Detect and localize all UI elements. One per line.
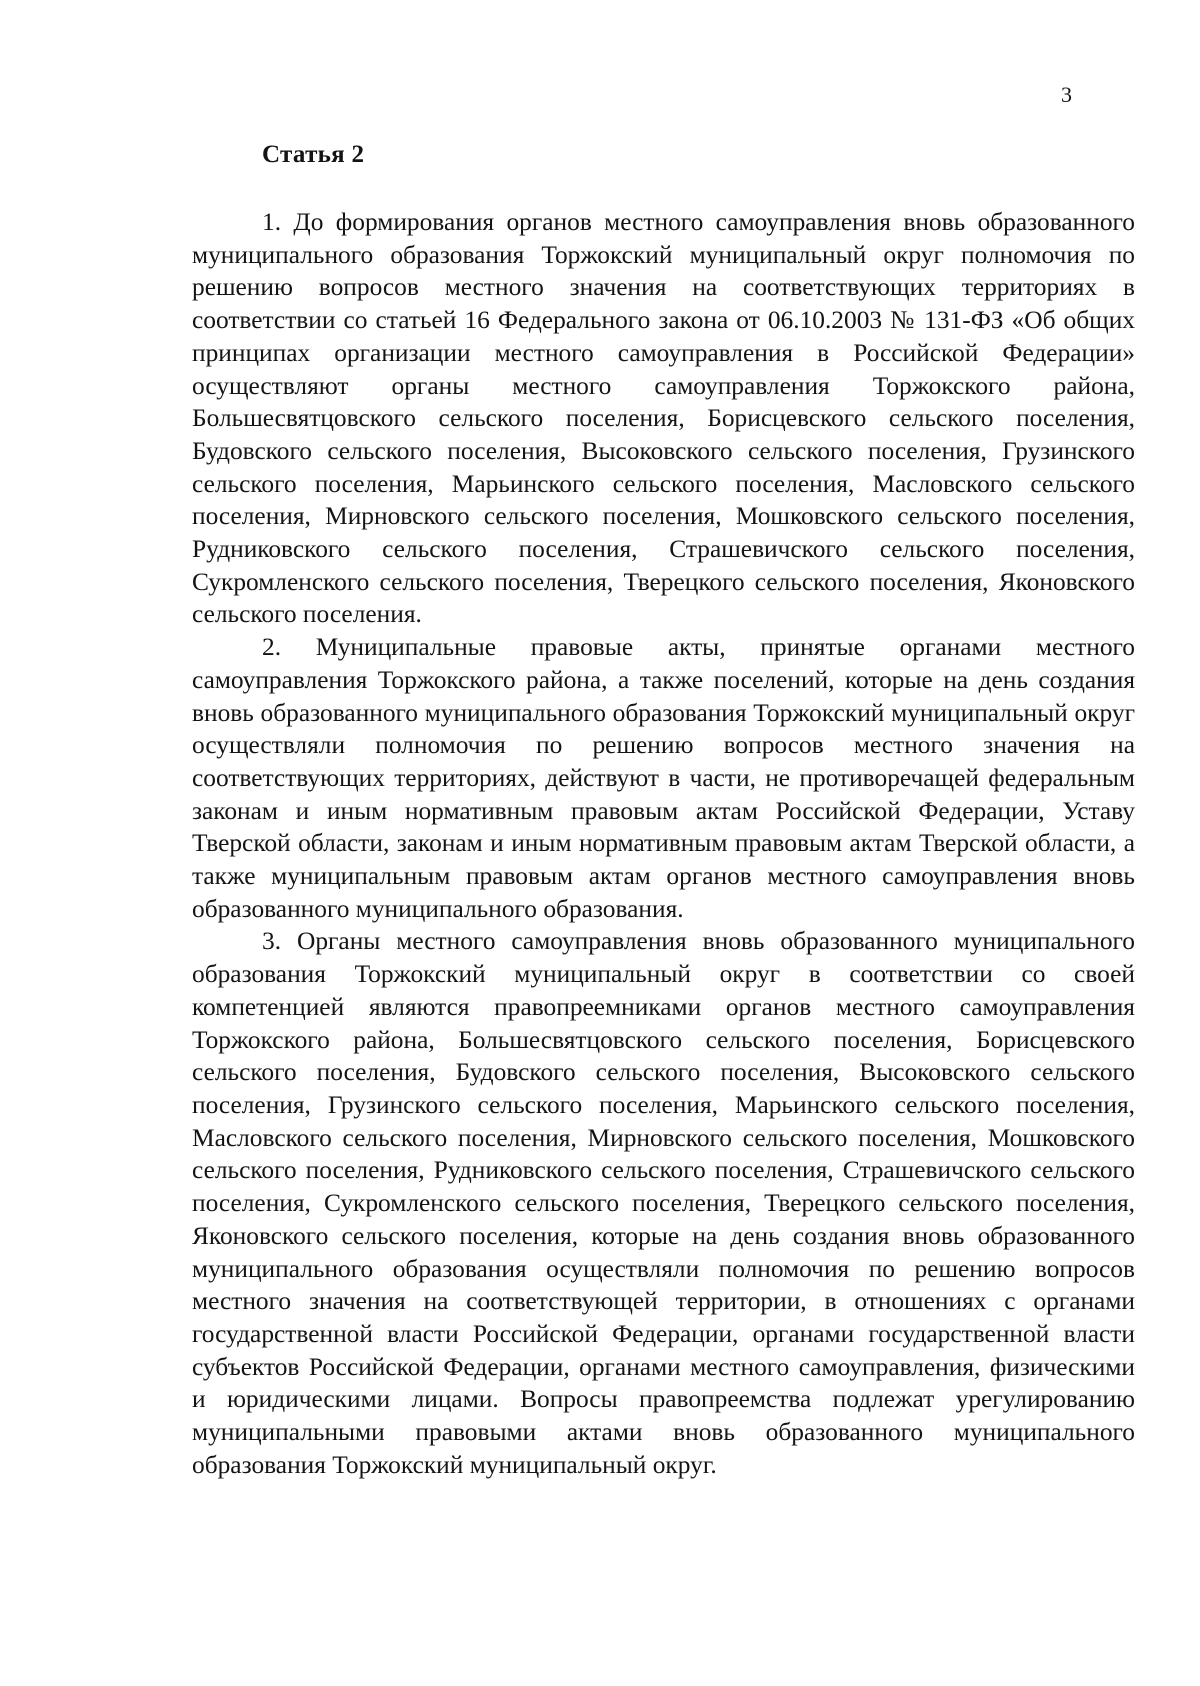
paragraph-1: 1. До формирования органов местного самоуправления вновь образованного муниципального образования Торжокский муниципальный округ полномочия по решению вопросов местного значения на соответствующих территориях в соответствии со статьей 16 Федерального закона от 06.10.2003 № 131-ФЗ «Об общих принципах организации местного самоуправления в Российской Федерации» осуществляют органы местного самоуправления Торжокского района, Большесвятцовского сельского поселения, Борисцевского сельского поселения, Будовского сельского поселения, Высоковского сельского поселения, Грузинского сельского поселения, Марьинского сельского поселения, Масловского сельского поселения, Мирновского сельского поселения, Мошковского сельского поселения, Рудниковского сельского поселения, Страшевичского сельского поселения, Сукромленского сельского поселения, Тверецкого сельского поселения, Яконовского сельского поселения. (192, 208, 1135, 629)
page-number: 3 (1061, 82, 1072, 107)
paragraph-3: 3. Органы местного самоуправления вновь образованного муниципального образования Торжокский муниципальный округ в соответствии со своей компетенцией являются правопреемниками органов местного самоуправления Торжокского района, Большесвятцовского сельского поселения, Борисцевского сельского поселения, Будовского сельского поселения, Высоковского сельского поселения, Грузинского сельского поселения, Марьинского сельского поселения, Масловского сельского поселения, Мирновского сельского поселения, Мошковского сельского поселения, Рудниковского сельского поселения, Страшевичского сельского поселения, Сукромленского сельского поселения, Тверецкого сельского поселения, Яконовского сельского поселения, которые на день создания вновь образованного муниципального образования осуществляли полномочия по решению вопросов местного значения на соответствующей территории, в отношениях с органами государственной власти Российской Федерации, органами государственной власти субъектов Российской Федерации, органами местного самоуправления, физическими и юридическими лицами. Вопросы правопреемства подлежат урегулированию муниципальными правовыми актами вновь образованного муниципального образования Торжокский муниципальный округ. (192, 927, 1135, 1479)
article-body (192, 206, 1135, 1481)
paragraph-2: 2. Муниципальные правовые акты, принятые органами местного самоуправления Торжокского района, а также поселений, которые на день создания вновь образованного муниципального образования Торжокский муниципальный округ осуществляли полномочия по решению вопросов местного значения на соответствующих территориях, действуют в части, не противоречащей федеральным законам и иным нормативным правовым актам Российской Федерации, Уставу Тверской области, законам и иным нормативным правовым актам Тверской области, а также муниципальным правовым актам органов местного самоуправления вновь образованного муниципального образования. (192, 633, 1135, 923)
article-heading: Статья 2 (262, 141, 365, 168)
